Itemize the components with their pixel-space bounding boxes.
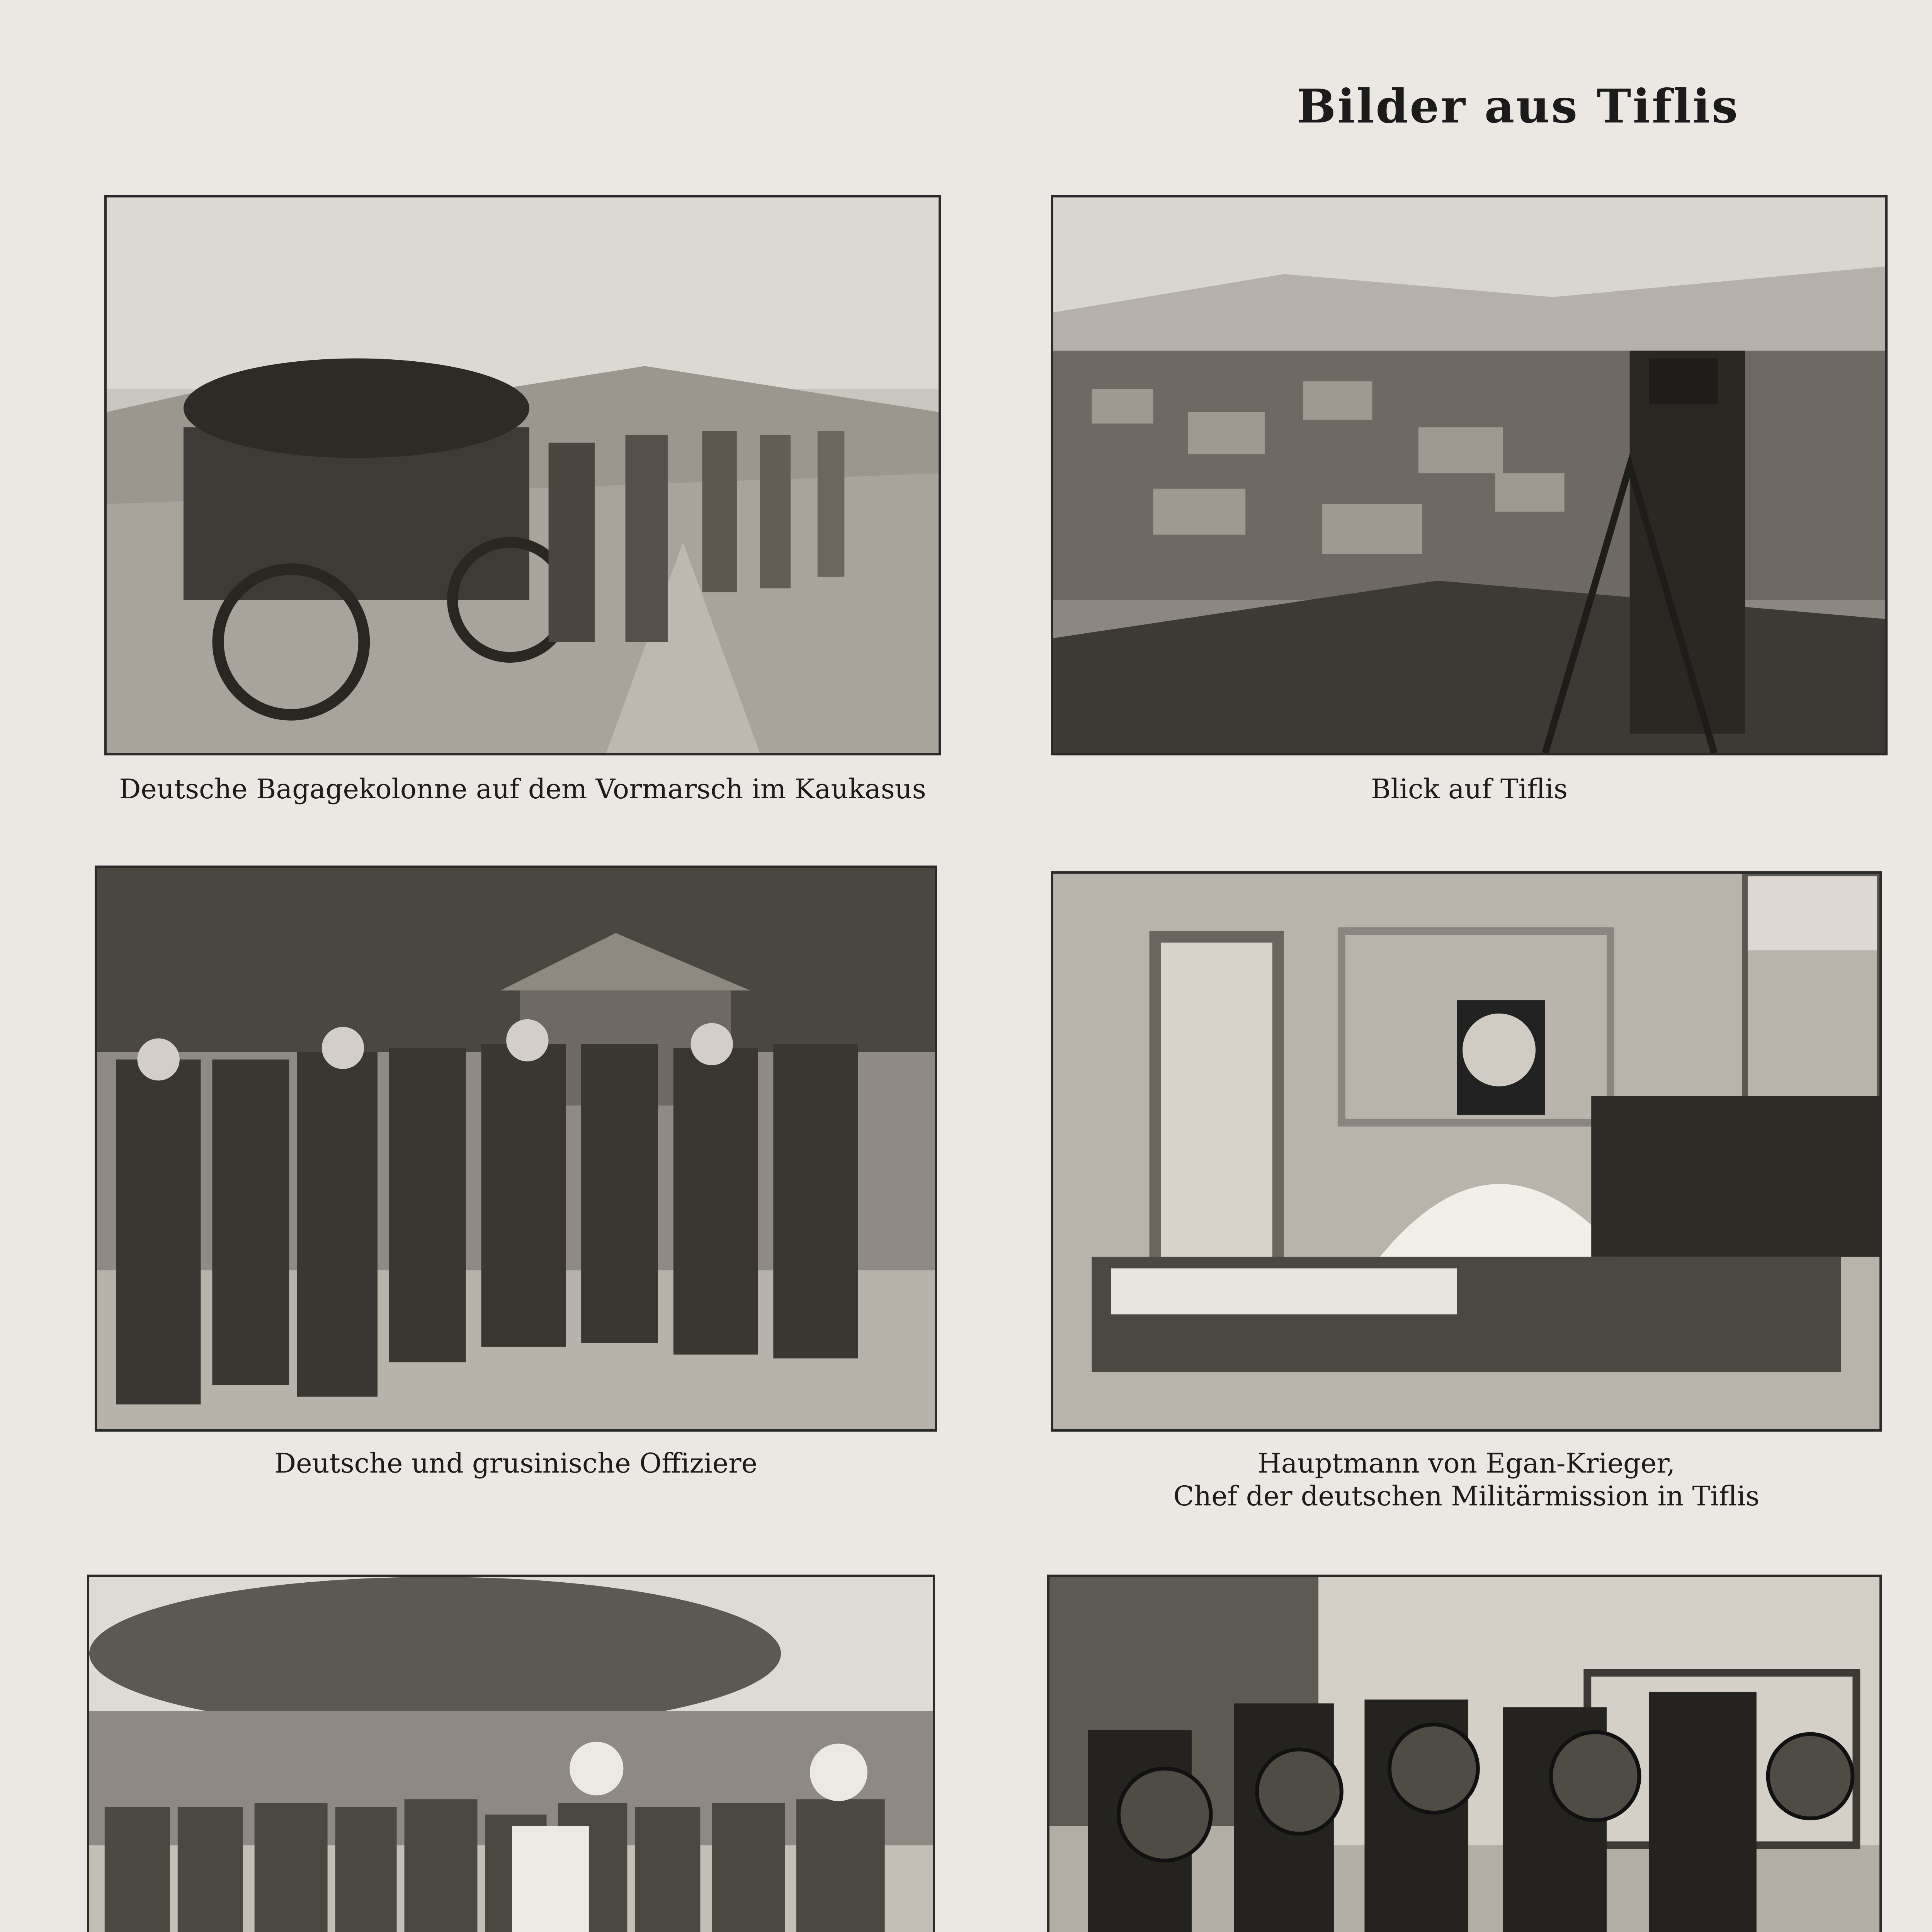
caption-line-1: Hauptmann von Egan-Krieger,: [1257, 1447, 1675, 1479]
photo-view-of-tiflis: [1051, 195, 1888, 755]
photo-khevsurs-fencing: [1047, 1575, 1882, 1932]
page-title: Bilder aus Tiflis: [1296, 79, 1740, 134]
photo-baggage-column: [104, 195, 941, 755]
photo-tatar-gang-leaders: [87, 1575, 935, 1932]
photo-captain-egan-krieger-caption: [1051, 1447, 1882, 1513]
caption-text: Deutsche Bagagekolonne auf dem Vormarsch im Kaukasus: [119, 773, 926, 805]
photo-view-of-tiflis-caption: [1051, 773, 1888, 806]
caption-text: Deutsche und grusinische Offiziere: [274, 1447, 757, 1479]
photo-german-georgian-officers-caption: [95, 1447, 937, 1480]
caption-line-2: Chef der deutschen Militärmission in Tiflis: [1173, 1480, 1760, 1512]
photo-baggage-column-caption: [104, 773, 941, 806]
caption-text: Blick auf Tiflis: [1371, 773, 1568, 805]
photo-captain-egan-krieger: [1051, 871, 1882, 1432]
photo-german-georgian-officers: [95, 866, 937, 1432]
